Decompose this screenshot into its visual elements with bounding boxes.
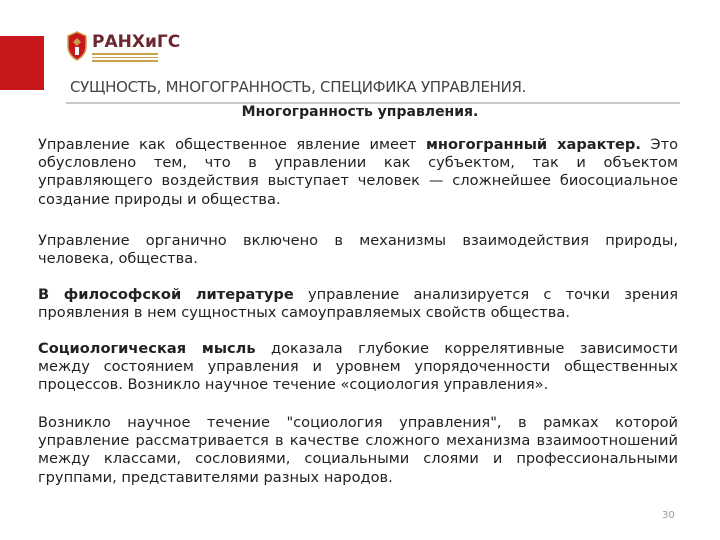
paragraph-1-bold: многогранный характер.: [425, 136, 641, 153]
logo: [64, 30, 204, 66]
accent-red-block: [0, 36, 44, 90]
logo-text: РАНХиГС: [92, 32, 181, 52]
section-subtitle: Многогранность управления.: [241, 104, 479, 120]
paragraph-4-text: доказала глубокие коррелятивные зависимости между состоянием управления и уровнем упорядоченности общественных процессов. Возникло научное течение «социология управления».: [38, 340, 678, 394]
paragraph-2: Управление органично включено в механизмы взаимодействия природы, человека, общества.: [38, 232, 678, 268]
paragraph-4: [38, 340, 678, 395]
ranepa-emblem-icon: [64, 30, 90, 62]
paragraph-3-text: управление анализируется с точки зрения проявления в нем сущностных самоуправляемых свойств общества.: [38, 286, 678, 322]
paragraph-1-text-c: Это обусловлено тем, что в управлении как субъектом, так и объектом управляющего воздействия выступает человек — сложнейшее биосоциальное создание природы и общества.: [38, 136, 678, 208]
paragraph-1-text-a: Управление как общественное явление имеет: [38, 136, 426, 153]
page-title: СУЩНОСТЬ, МНОГОГРАННОСТЬ, СПЕЦИФИКА УПРАВЛЕНИЯ.: [70, 78, 527, 96]
paragraph-4-bold: Социологическая мысль: [38, 340, 256, 357]
paragraph-3-bold: В философской литературе: [38, 286, 294, 303]
paragraph-1: [38, 136, 678, 209]
paragraph-3: [38, 286, 678, 322]
paragraph-5: Возникло научное течение "социология управления", в рамках которой управление рассматривается в качестве сложного механизма взаимоотношений между классами, сословиями, социальными слоями и профессиональными группами, представителями разных народов.: [38, 414, 678, 486]
logo-lines: [92, 53, 158, 64]
page-number: 30: [662, 510, 675, 521]
